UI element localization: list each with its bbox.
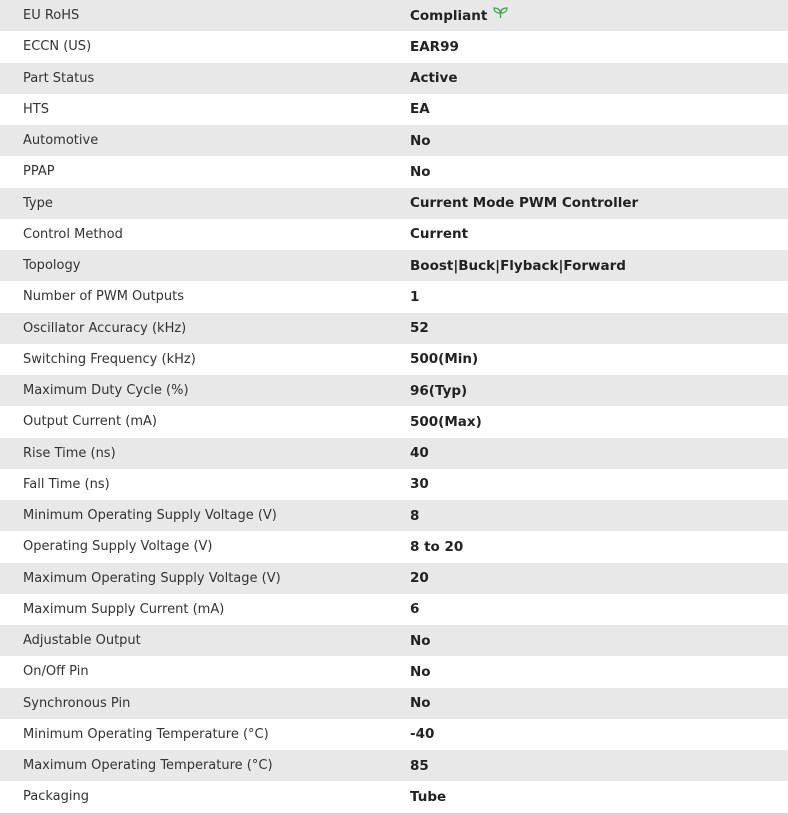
spec-label: Rise Time (ns) — [23, 445, 116, 461]
spec-value: 6 — [410, 601, 420, 618]
table-row — [0, 63, 788, 94]
spec-value: No — [410, 663, 431, 680]
table-row — [0, 406, 788, 437]
spec-value: 96(Typ) — [410, 382, 468, 399]
spec-label: Output Current (mA) — [23, 414, 157, 430]
spec-value: EAR99 — [410, 38, 459, 55]
spec-value: 20 — [410, 570, 429, 587]
spec-label: Oscillator Accuracy (kHz) — [23, 320, 187, 336]
spec-value: 52 — [410, 320, 429, 337]
leaf-icon — [493, 6, 508, 23]
table-row — [0, 438, 788, 469]
spec-label: ECCN (US) — [23, 39, 92, 55]
table-row — [0, 94, 788, 125]
spec-label: EU RoHS — [23, 8, 80, 24]
spec-value: 500(Min) — [410, 351, 479, 368]
spec-value: 85 — [410, 757, 429, 774]
spec-value: No — [410, 632, 431, 649]
spec-value: 30 — [410, 476, 429, 493]
spec-label: Maximum Operating Supply Voltage (V) — [23, 570, 281, 586]
spec-label: Switching Frequency (kHz) — [23, 351, 196, 367]
spec-value: Boost|Buck|Flyback|Forward — [410, 257, 626, 274]
spec-value: Current Mode PWM Controller — [410, 195, 639, 212]
table-row — [0, 719, 788, 750]
spec-value: Current — [410, 226, 469, 243]
table-row — [0, 500, 788, 531]
spec-label: Maximum Supply Current (mA) — [23, 601, 225, 617]
spec-label: Type — [23, 195, 53, 211]
table-row — [0, 125, 788, 156]
table-row — [0, 750, 788, 781]
table-row — [0, 469, 788, 500]
spec-value: -40 — [410, 726, 435, 743]
spec-label: Operating Supply Voltage (V) — [23, 539, 213, 555]
spec-label: Maximum Operating Temperature (°C) — [23, 758, 273, 774]
table-row — [0, 656, 788, 687]
table-row — [0, 781, 788, 812]
spec-label: Topology — [23, 258, 81, 274]
spec-value: No — [410, 132, 431, 149]
spec-value: EA — [410, 101, 430, 118]
spec-label: Adjustable Output — [23, 633, 141, 649]
spec-value: 8 — [410, 507, 420, 524]
spec-label: Number of PWM Outputs — [23, 289, 184, 305]
spec-label: Minimum Operating Temperature (°C) — [23, 726, 269, 742]
spec-label: Automotive — [23, 133, 99, 149]
table-bottom-divider — [0, 813, 788, 815]
spec-value: 1 — [410, 288, 420, 305]
spec-label: PPAP — [23, 164, 55, 180]
spec-value: Active — [410, 70, 458, 87]
table-row — [0, 594, 788, 625]
spec-label: HTS — [23, 101, 49, 117]
spec-label: Control Method — [23, 226, 123, 242]
spec-value: 40 — [410, 445, 429, 462]
spec-label: Maximum Duty Cycle (%) — [23, 383, 189, 399]
table-row — [0, 688, 788, 719]
table-row — [0, 344, 788, 375]
spec-value: 8 to 20 — [410, 538, 464, 555]
table-row — [0, 375, 788, 406]
spec-value: No — [410, 163, 431, 180]
table-row — [0, 625, 788, 656]
table-row — [0, 31, 788, 62]
spec-label: Packaging — [23, 789, 89, 805]
table-row — [0, 0, 788, 31]
spec-label: On/Off Pin — [23, 664, 89, 680]
spec-value: Tube — [410, 788, 447, 805]
table-row — [0, 281, 788, 312]
spec-label: Minimum Operating Supply Voltage (V) — [23, 508, 277, 524]
table-row — [0, 250, 788, 281]
spec-label: Synchronous Pin — [23, 695, 131, 711]
spec-label: Fall Time (ns) — [23, 476, 110, 492]
table-row — [0, 219, 788, 250]
table-row — [0, 188, 788, 219]
spec-label: Part Status — [23, 70, 95, 86]
table-row — [0, 531, 788, 562]
table-row — [0, 156, 788, 187]
spec-value: Compliant — [410, 7, 488, 24]
spec-value: 500(Max) — [410, 413, 482, 430]
table-row — [0, 563, 788, 594]
spec-value-cell — [410, 0, 788, 31]
table-row — [0, 313, 788, 344]
spec-value: No — [410, 695, 431, 712]
